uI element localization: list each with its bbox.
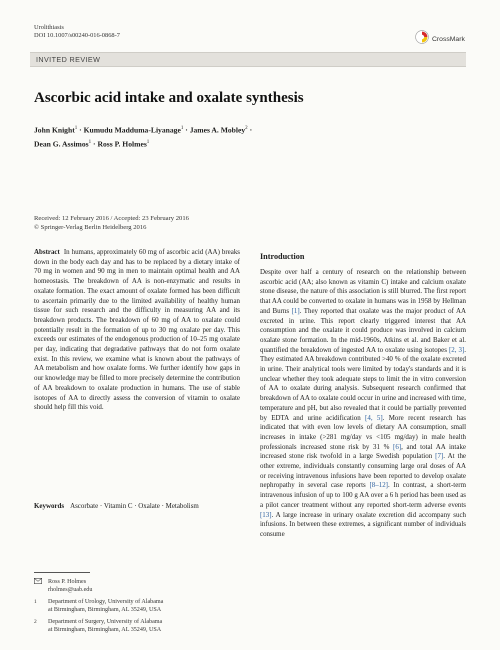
affiliation-line: at Birmingham, Birmingham, AL 35249, USA [48, 607, 162, 613]
citation-link[interactable]: [13] [260, 510, 272, 519]
intro-text: . A large increase in urinary oxalate excretion did accompany such infusions. In between these extremes, a significant number of individuals consume [260, 510, 466, 538]
intro-text: , and total AA intake increased stone risk twofold in a large Swedish population [260, 442, 466, 461]
received-accepted-dates: Received: 12 February 2016 / Accepted: 23 February 2016 [34, 215, 189, 222]
author-separator: · [91, 139, 98, 149]
contact-name: Ross P. Holmes [48, 579, 87, 585]
author-affiliation-mark: 1 [74, 126, 78, 131]
citation-link[interactable]: [8–12] [369, 481, 388, 490]
abstract-label: Abstract [34, 248, 60, 256]
author-separator: · [77, 125, 84, 135]
author-name[interactable]: Kumudu Madduma-Liyanage [83, 125, 181, 135]
contact-email[interactable]: rholmes@uab.edu [48, 587, 93, 593]
copyright-line: © Springer-Verlag Berlin Heidelberg 2016 [34, 223, 147, 231]
introduction-heading: Introduction [260, 252, 305, 261]
intro-text: . They reported that oxalate was the major product of AA excreted in urine. This report clearly triggered interest that AA consumption and the oxalate it could produce was involved in calcium oxalate stone formation. In the mid-1960s, Atkins et al. and Baker et al. quantified the breakdown of ingested AA to oxalate using isotopes [260, 306, 467, 354]
section-label: INVITED REVIEW [36, 55, 101, 64]
author-name[interactable]: Ross P. Holmes [97, 139, 147, 149]
article-title: Ascorbic acid intake and oxalate synthesis [34, 90, 304, 106]
citation-link[interactable]: [4, 5] [365, 413, 383, 422]
introduction-text [260, 268, 466, 540]
author-affiliation-mark: 1 [88, 139, 92, 145]
crossmark-label: CrossMark [432, 36, 465, 43]
author-separator: · [247, 125, 253, 135]
intro-text: . They estimated AA breakdown contributed >40 % of the oxalate excreted in urine. Their analytical tools were limited by today's standards and it is unclear whether they took adequate steps to limit the in vitro conversion of AA to oxalate during analysis. Subsequent research confirmed that breakdown of AA to oxalate could occur in urine and increased with time, temperature and pH, but also revealed that it could be partially prevented by EDTA and urine acidification [260, 345, 466, 422]
footnotes [34, 578, 234, 638]
affiliation [34, 598, 234, 614]
footnote-divider [34, 572, 90, 573]
section-label-bar [30, 52, 466, 67]
affiliation-line: Department of Surgery, University of Alabama [48, 619, 163, 625]
intro-text: . More recent research has indicated that with even low levels of dietary AA consumption, small increases in intake (>281 mg/day vs <105 mg/day) in male health professionals increased stone risk by 31 % [260, 413, 467, 451]
envelope-icon [34, 578, 42, 594]
author-affiliation-mark: 1 [146, 139, 150, 145]
author-affiliation-mark: 2 [245, 126, 248, 131]
keywords-label: Keywords [34, 502, 65, 510]
keywords-text: Ascorbate · Vitamin C · Oxalate · Metabolism [70, 502, 199, 510]
citation-link[interactable]: [1] [291, 306, 300, 315]
author-name[interactable]: James A. Mobley [189, 125, 246, 135]
author-name[interactable]: John Knight [34, 125, 75, 135]
citation-link[interactable]: [6] [393, 442, 402, 451]
citation-link[interactable]: [2, 3] [448, 345, 465, 354]
affiliation-line: Department of Urology, University of Alabama [48, 599, 164, 605]
affiliation [34, 618, 234, 634]
affiliation-line: at Birmingham, Birmingham, AL 35249, USA [48, 627, 162, 633]
affiliation-mark: 2 [34, 619, 37, 625]
crossmark-badge[interactable] [415, 30, 465, 49]
journal-name: Urolithiasis [34, 24, 64, 31]
affiliation-mark: 1 [34, 599, 37, 605]
intro-text: . In contrast, a short-term intravenous infusion of up to 100 g AA over a 6 h period has been used as a pilot cancer treatment without any reported short-term adverse events [260, 481, 467, 509]
author-affiliation-mark: 1 [180, 126, 184, 131]
author-list [34, 123, 334, 150]
intro-text: Despite over half a century of research on the relationship between ascorbic acid (AA; also known as vitamin C) intake and calcium oxalate stone disease, the nature of this association is still blurred. The first report that AA could be converted to oxalate in humans was in 1958 by Hellman and Burns [260, 268, 466, 315]
intro-text: . At the other extreme, individuals constantly consuming large oral doses of AA or receiving intravenous infusions have been reported to develop oxalate nephropathy in several case reports [260, 452, 466, 490]
doi[interactable]: DOI 10.1007/s00240-016-0868-7 [34, 32, 120, 39]
crossmark-icon [415, 30, 429, 49]
citation-link[interactable]: [7] [435, 452, 444, 461]
corresponding-author [34, 578, 234, 594]
abstract-text: In humans, approximately 60 mg of ascorbic acid (AA) breaks down in the body each day and has to be replaced by a dietary intake of 70 mg in women and 90 mg in men to maintain optimal health and AA homeostasis. The breakdown of AA is non-enzymatic and results in oxalate formation. The exact amount of oxalate formed has been difficult to ascertain primarily due to the limited availability of healthy human tissue for such research and the difficulty in measuring AA and its breakdown products. The breakdown of 60 mg of AA to oxalate could potentially result in the formation of up to 30 mg oxalate per day. This exceeds our estimates of the endogenous production of 10–25 mg oxalate per day, indicating that degradative pathways that do not form oxalate exist. In this review, we examine what is known about the pathways of AA metabolism and how oxalate forms. We further identify how gaps in our knowledge may be filled to more precisely determine the contribution of AA breakdown to oxalate production in humans. The use of stable isotopes of AA to directly assess the conversion of vitamin to oxalate should help fill this void. [34, 248, 240, 412]
journal-header [34, 24, 120, 40]
abstract [34, 248, 240, 413]
author-name[interactable]: Dean G. Assimos [34, 139, 89, 149]
article-dates [34, 215, 189, 232]
author-separator: · [183, 125, 190, 135]
keywords [34, 502, 244, 510]
